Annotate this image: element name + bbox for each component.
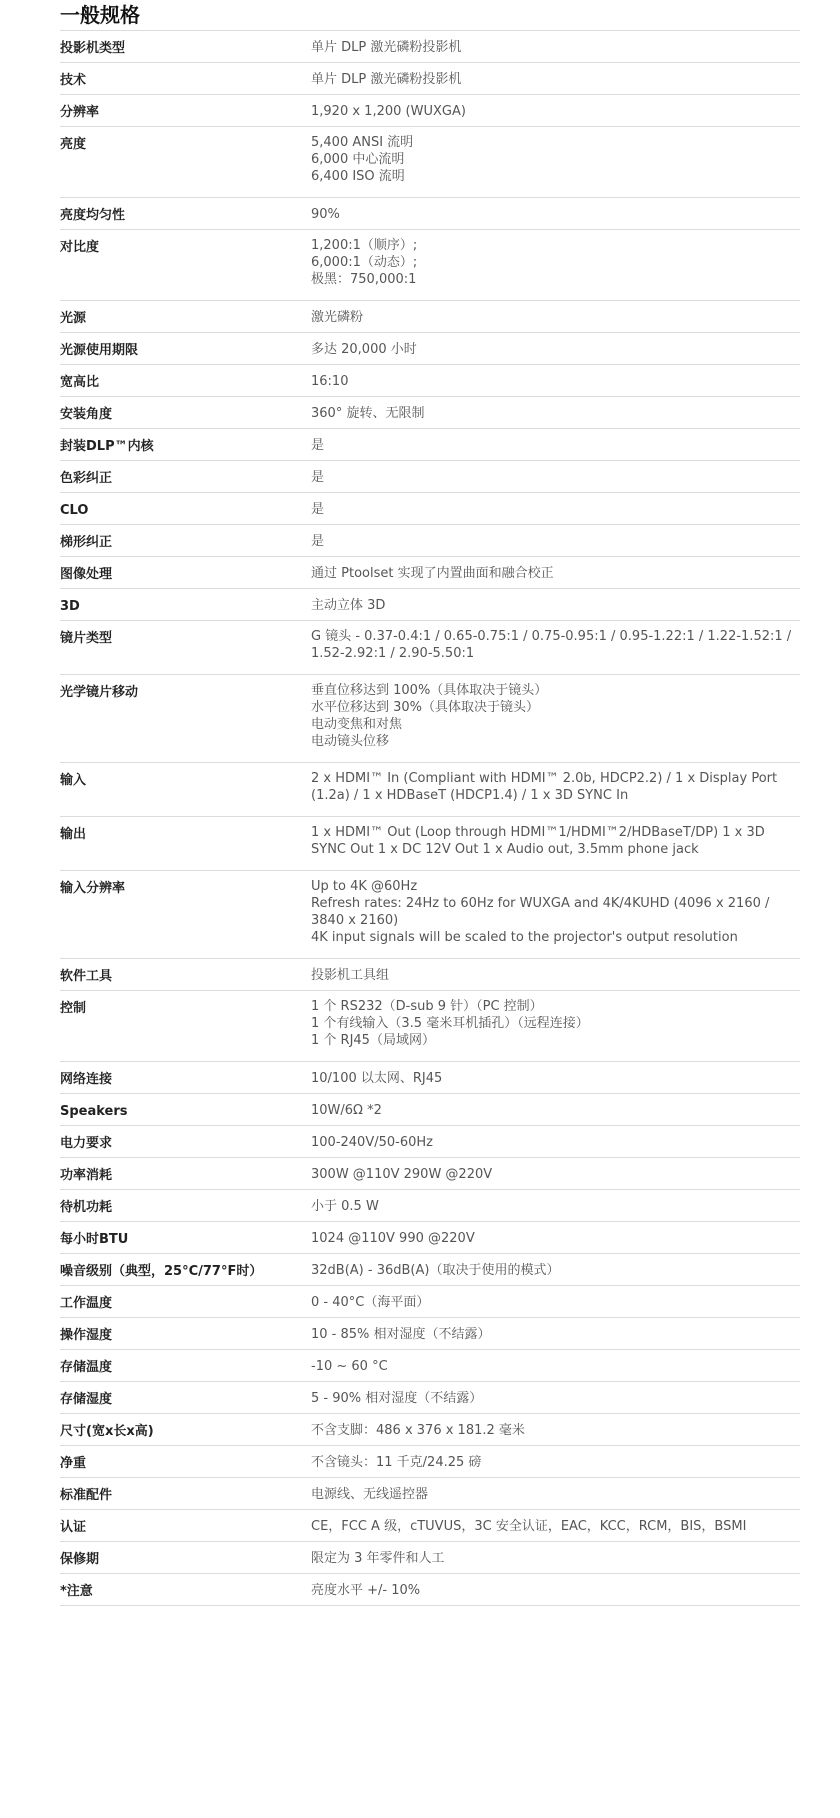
spec-row — [60, 871, 800, 959]
spec-row — [60, 333, 800, 365]
spec-value-line: 1024 @110V 990 @220V — [311, 1231, 475, 1246]
spec-value-line: 电动镜头位移 — [311, 734, 390, 749]
spec-value — [311, 991, 800, 1061]
spec-label: 光源使用期限 — [60, 343, 139, 358]
spec-label: 宽高比 — [60, 375, 100, 390]
spec-value-line: 10/100 以太网、RJ45 — [311, 1071, 443, 1086]
spec-row — [60, 1478, 800, 1510]
spec-row — [60, 493, 800, 525]
spec-value — [311, 621, 800, 674]
spec-value — [311, 1382, 800, 1413]
spec-value-line: 16:10 — [311, 374, 349, 389]
spec-value-line: 电源线、无线遥控器 — [311, 1487, 429, 1502]
spec-row — [60, 1414, 800, 1446]
spec-value — [311, 429, 800, 460]
spec-value — [311, 230, 800, 300]
spec-value — [311, 763, 800, 816]
spec-row — [60, 31, 800, 63]
spec-row — [60, 959, 800, 991]
spec-label: 3D — [60, 599, 80, 614]
spec-row — [60, 63, 800, 95]
spec-label: *注意 — [60, 1584, 93, 1599]
spec-value — [311, 1222, 800, 1253]
spec-value — [311, 959, 800, 990]
spec-value — [311, 557, 800, 588]
spec-row — [60, 557, 800, 589]
spec-row — [60, 365, 800, 397]
spec-row — [60, 1254, 800, 1286]
spec-label: 光学镜片移动 — [60, 685, 139, 700]
spec-value-line: 1 个 RS232（D-sub 9 针）（PC 控制） — [311, 999, 543, 1014]
spec-row — [60, 1318, 800, 1350]
spec-value — [311, 301, 800, 332]
spec-value — [311, 365, 800, 396]
spec-row — [60, 301, 800, 333]
spec-value — [311, 675, 800, 762]
spec-value — [311, 1318, 800, 1349]
spec-label: 电力要求 — [60, 1136, 113, 1151]
spec-value — [311, 95, 800, 126]
spec-value — [311, 589, 800, 620]
spec-row — [60, 95, 800, 127]
spec-row — [60, 1158, 800, 1190]
spec-label: Speakers — [60, 1104, 128, 1119]
spec-value — [311, 127, 800, 197]
spec-row — [60, 589, 800, 621]
spec-value-line: 6,400 ISO 流明 — [311, 169, 405, 184]
spec-value-line: 是 — [311, 502, 325, 517]
spec-value-line: 亮度水平 +/- 10% — [311, 1583, 421, 1598]
spec-label: 操作湿度 — [60, 1328, 113, 1343]
spec-value — [311, 1126, 800, 1157]
spec-row — [60, 1350, 800, 1382]
spec-value-line: 360° 旋转、无限制 — [311, 406, 425, 421]
spec-value — [311, 1350, 800, 1381]
spec-row — [60, 461, 800, 493]
spec-value-line: 1 x HDMI™ Out (Loop through HDMI™1/HDMI™2/HDBaseT/DP) 1 x 3D — [311, 825, 765, 840]
spec-value — [311, 525, 800, 556]
spec-value — [311, 871, 800, 958]
spec-label: 色彩纠正 — [60, 471, 113, 486]
spec-value-line: SYNC Out 1 x DC 12V Out 1 x Audio out, 3.5mm phone jack — [311, 842, 699, 857]
spec-value-line: (1.2a) / 1 x HDBaseT (HDCP1.4) / 1 x 3D SYNC In — [311, 788, 629, 803]
spec-value-line: 投影机工具组 — [311, 968, 390, 983]
spec-value-line: 100-240V/50-60Hz — [311, 1135, 433, 1150]
spec-label: 存储湿度 — [60, 1392, 113, 1407]
spec-label: 投影机类型 — [60, 41, 126, 56]
spec-value-line: 不含镜头：11 千克/24.25 磅 — [311, 1455, 482, 1470]
spec-value-line: 不含支脚：486 x 376 x 181.2 毫米 — [311, 1423, 525, 1438]
spec-row — [60, 525, 800, 557]
spec-row — [60, 675, 800, 763]
spec-label: 光源 — [60, 311, 87, 326]
spec-label: 技术 — [60, 73, 87, 88]
spec-label: 亮度均匀性 — [60, 208, 126, 223]
spec-label: 网络连接 — [60, 1072, 113, 1087]
spec-value-line: 6,000 中心流明 — [311, 152, 405, 167]
spec-value-line: 5 - 90% 相对湿度（不结露） — [311, 1391, 483, 1406]
spec-label: 输入 — [60, 773, 87, 788]
spec-label: CLO — [60, 503, 89, 518]
spec-value-line: 极黑：750,000:1 — [311, 272, 417, 287]
spec-value-line: 1,920 x 1,200 (WUXGA) — [311, 104, 466, 119]
spec-value-line: 90% — [311, 207, 340, 222]
spec-row — [60, 1542, 800, 1574]
spec-row — [60, 1574, 800, 1606]
spec-label: 镜片类型 — [60, 631, 113, 646]
spec-row — [60, 1510, 800, 1542]
spec-value — [311, 1478, 800, 1509]
spec-value — [311, 1510, 800, 1541]
spec-label: 噪音级别（典型，25°C/77°F时） — [60, 1264, 263, 1279]
spec-label: 安装角度 — [60, 407, 113, 422]
spec-value-line: Up to 4K @60Hz — [311, 879, 418, 894]
spec-value-line: 通过 Ptoolset 实现了内置曲面和融合校正 — [311, 566, 554, 581]
spec-value — [311, 817, 800, 870]
spec-row — [60, 1190, 800, 1222]
spec-row — [60, 991, 800, 1062]
spec-value-line: 1 个 RJ45（局域网） — [311, 1033, 435, 1048]
spec-value-line: 32dB(A) - 36dB(A)（取决于使用的模式） — [311, 1263, 560, 1278]
spec-label: 保修期 — [60, 1552, 100, 1567]
spec-row — [60, 429, 800, 461]
spec-row — [60, 1126, 800, 1158]
spec-value — [311, 461, 800, 492]
spec-value — [311, 493, 800, 524]
spec-label: 尺寸(宽x长x高) — [60, 1424, 154, 1439]
spec-row — [60, 1062, 800, 1094]
spec-label: 输出 — [60, 827, 87, 842]
spec-value — [311, 1414, 800, 1445]
spec-value — [311, 31, 800, 62]
spec-label: 分辨率 — [60, 105, 100, 120]
spec-value-line: 单片 DLP 激光磷粉投影机 — [311, 72, 462, 87]
spec-row — [60, 1094, 800, 1126]
spec-label: 封装DLP™内核 — [60, 439, 154, 454]
section-title: 一般规格 — [60, 0, 800, 31]
spec-value — [311, 1446, 800, 1477]
spec-value-line: 1.52-2.92:1 / 2.90-5.50:1 — [311, 646, 475, 661]
spec-value-line: 水平位移达到 30%（具体取决于镜头） — [311, 700, 540, 715]
spec-label: 输入分辨率 — [60, 881, 126, 896]
spec-label: 待机功耗 — [60, 1200, 113, 1215]
spec-value — [311, 1286, 800, 1317]
spec-row — [60, 198, 800, 230]
spec-row — [60, 1286, 800, 1318]
spec-label: 软件工具 — [60, 969, 113, 984]
spec-value-line: G 镜头 - 0.37-0.4:1 / 0.65-0.75:1 / 0.75-0.95:1 / 0.95-1.22:1 / 1.22-1.52:1 / — [311, 629, 792, 644]
spec-value-line: 6,000:1（动态）; — [311, 255, 418, 270]
spec-value-line: CE，FCC A 级，cTUVUS，3C 安全认证，EAC，KCC，RCM，BIS，BSMI — [311, 1519, 747, 1534]
spec-label: 工作温度 — [60, 1296, 113, 1311]
spec-value-line: 电动变焦和对焦 — [311, 717, 403, 732]
spec-value-line: 是 — [311, 470, 325, 485]
spec-value-line: 1 个有线输入（3.5 毫米耳机插孔）（远程连接） — [311, 1016, 589, 1031]
spec-value — [311, 1254, 800, 1285]
spec-value-line: 300W @110V 290W @220V — [311, 1167, 493, 1182]
spec-value — [311, 397, 800, 428]
spec-value — [311, 198, 800, 229]
spec-value-line: 10W/6Ω *2 — [311, 1103, 382, 1118]
spec-label: 亮度 — [60, 137, 87, 152]
spec-section — [60, 0, 800, 1606]
spec-value-line: 激光磷粉 — [311, 310, 364, 325]
spec-value-line: 是 — [311, 534, 325, 549]
spec-value-line: 是 — [311, 438, 325, 453]
spec-value-line: 0 - 40°C（海平面） — [311, 1295, 430, 1310]
spec-row — [60, 621, 800, 675]
spec-value-line: 2 x HDMI™ In (Compliant with HDMI™ 2.0b, HDCP2.2) / 1 x Display Port — [311, 771, 778, 786]
spec-row — [60, 230, 800, 301]
spec-label: 每小时BTU — [60, 1232, 129, 1247]
spec-label: 梯形纠正 — [60, 535, 113, 550]
spec-row — [60, 1382, 800, 1414]
spec-label: 标准配件 — [60, 1488, 113, 1503]
spec-value-line: 多达 20,000 小时 — [311, 342, 417, 357]
spec-row — [60, 763, 800, 817]
spec-value — [311, 63, 800, 94]
spec-value — [311, 1158, 800, 1189]
spec-value-line: 3840 x 2160) — [311, 913, 399, 928]
spec-row — [60, 397, 800, 429]
spec-value-line: 垂直位移达到 100%（具体取决于镜头） — [311, 683, 548, 698]
spec-label: 存储温度 — [60, 1360, 113, 1375]
spec-value-line: 主动立体 3D — [311, 598, 386, 613]
spec-row — [60, 127, 800, 198]
spec-value-line: -10 ~ 60 °C — [311, 1359, 388, 1374]
spec-value-line: 小于 0.5 W — [311, 1199, 379, 1214]
spec-value — [311, 1094, 800, 1125]
spec-value — [311, 333, 800, 364]
spec-value-line: 限定为 3 年零件和人工 — [311, 1551, 445, 1566]
spec-label: 认证 — [60, 1520, 87, 1535]
spec-value — [311, 1190, 800, 1221]
spec-value-line: 单片 DLP 激光磷粉投影机 — [311, 40, 462, 55]
spec-value-line: Refresh rates: 24Hz to 60Hz for WUXGA and 4K/4KUHD (4096 x 2160 / — [311, 896, 770, 911]
spec-value-line: 4K input signals will be scaled to the projector's output resolution — [311, 930, 738, 945]
spec-row — [60, 1446, 800, 1478]
spec-label: 控制 — [60, 1001, 87, 1016]
spec-label: 图像处理 — [60, 567, 113, 582]
spec-row — [60, 1222, 800, 1254]
spec-label: 功率消耗 — [60, 1168, 113, 1183]
spec-value — [311, 1542, 800, 1573]
spec-row — [60, 817, 800, 871]
spec-value — [311, 1574, 800, 1605]
spec-label: 净重 — [60, 1456, 87, 1471]
spec-value-line: 1,200:1（顺序）; — [311, 238, 418, 253]
spec-value — [311, 1062, 800, 1093]
spec-label: 对比度 — [60, 240, 100, 255]
spec-table — [60, 31, 800, 1606]
spec-value-line: 10 - 85% 相对湿度（不结露） — [311, 1327, 491, 1342]
spec-value-line: 5,400 ANSI 流明 — [311, 135, 414, 150]
